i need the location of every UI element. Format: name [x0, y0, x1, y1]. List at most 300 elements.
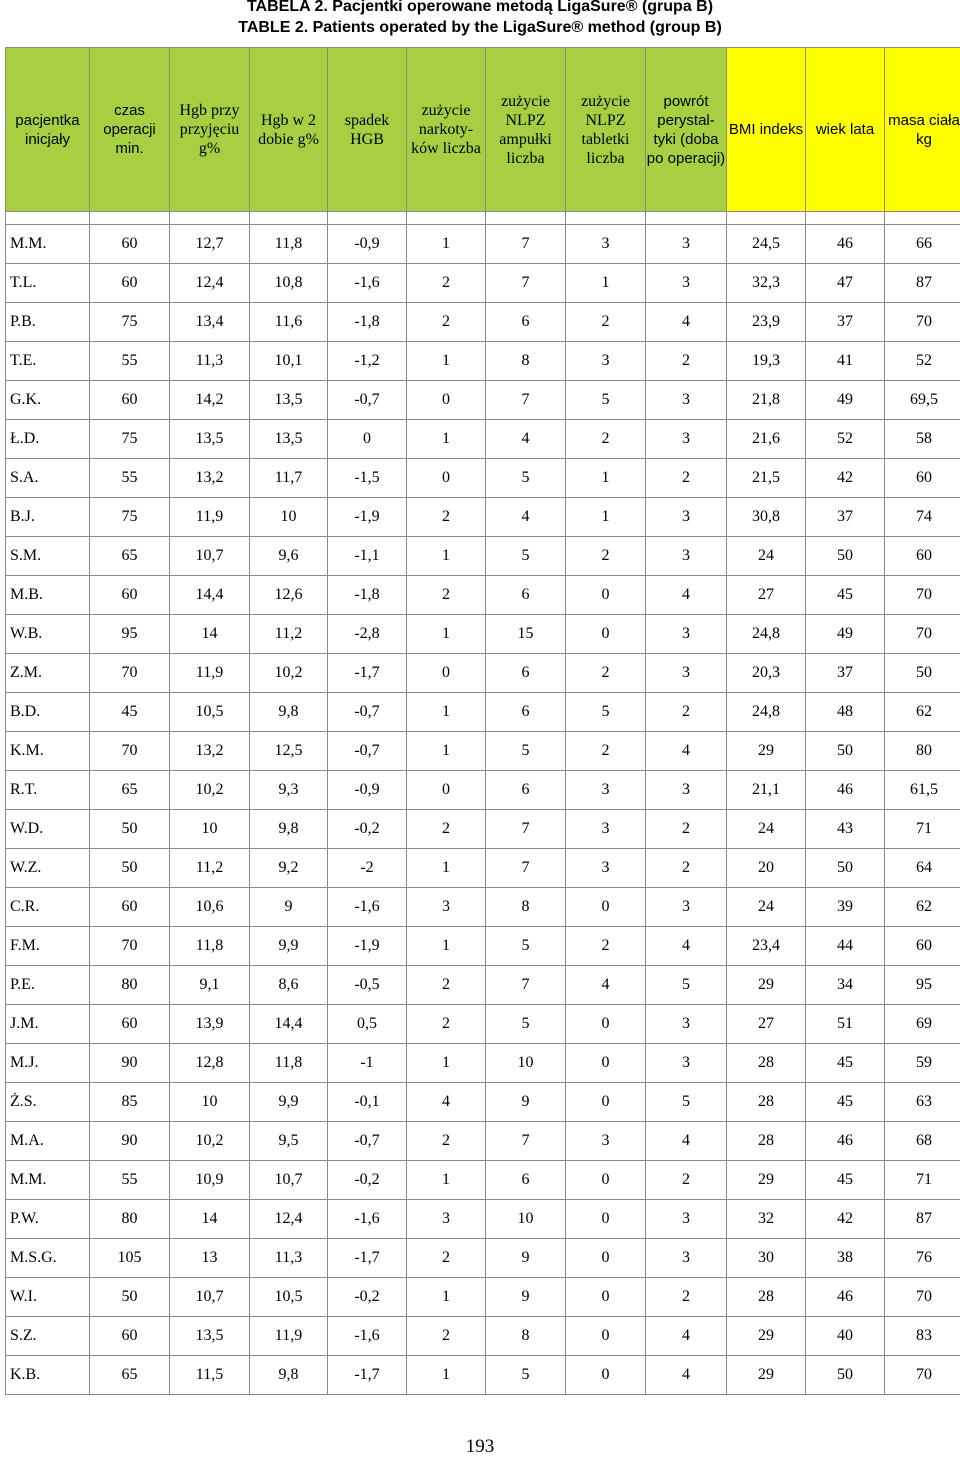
cell-operation-time: 50 — [90, 810, 170, 849]
cell-nsaid-tablets: 3 — [566, 810, 646, 849]
cell-body-mass: 74 — [885, 498, 960, 537]
cell-hgb-day-2: 9,6 — [250, 537, 328, 576]
cell-nsaid-ampoules: 7 — [486, 381, 566, 420]
cell-nsaid-tablets: 2 — [566, 927, 646, 966]
cell-age: 46 — [806, 225, 885, 264]
cell-hgb-day-2: 10,5 — [250, 1278, 328, 1317]
header-patient-initials: pacjentka inicjały — [6, 48, 90, 212]
cell-nsaid-ampoules: 6 — [486, 771, 566, 810]
cell-initials: P.E. — [6, 966, 90, 1005]
cell-operation-time: 80 — [90, 1200, 170, 1239]
table-row — [6, 303, 960, 342]
cell-body-mass: 60 — [885, 537, 960, 576]
cell-body-mass: 62 — [885, 693, 960, 732]
cell-nsaid-ampoules: 6 — [486, 693, 566, 732]
cell-hgb-admission: 11,9 — [170, 654, 250, 693]
cell-narcotics: 1 — [407, 927, 486, 966]
cell-bmi: 23,9 — [727, 303, 806, 342]
cell-peristalsis-day: 3 — [646, 1200, 727, 1239]
cell-nsaid-ampoules: 5 — [486, 927, 566, 966]
cell-hgb-day-2: 9 — [250, 888, 328, 927]
cell-hgb-admission: 10 — [170, 1083, 250, 1122]
cell-peristalsis-day: 2 — [646, 1278, 727, 1317]
table-row — [6, 888, 960, 927]
cell-hgb-drop: -1,7 — [328, 1356, 407, 1395]
cell-bmi: 29 — [727, 966, 806, 1005]
cell-nsaid-tablets: 1 — [566, 264, 646, 303]
cell-initials: Ż.S. — [6, 1083, 90, 1122]
cell-body-mass: 76 — [885, 1239, 960, 1278]
cell-age: 46 — [806, 771, 885, 810]
table-row — [6, 420, 960, 459]
cell-initials: T.L. — [6, 264, 90, 303]
cell-peristalsis-day: 4 — [646, 732, 727, 771]
cell-hgb-day-2: 12,6 — [250, 576, 328, 615]
cell-hgb-drop: -2 — [328, 849, 407, 888]
table-row — [6, 1317, 960, 1356]
table-row — [6, 342, 960, 381]
cell-operation-time: 75 — [90, 498, 170, 537]
table-row — [6, 225, 960, 264]
cell-hgb-day-2: 11,8 — [250, 1044, 328, 1083]
header-row — [6, 48, 960, 212]
cell-initials: S.A. — [6, 459, 90, 498]
cell-hgb-drop: -1,7 — [328, 1239, 407, 1278]
cell-nsaid-ampoules: 7 — [486, 225, 566, 264]
cell-nsaid-tablets: 0 — [566, 1239, 646, 1278]
cell-nsaid-ampoules: 5 — [486, 732, 566, 771]
cell-operation-time: 60 — [90, 225, 170, 264]
cell-nsaid-ampoules: 7 — [486, 966, 566, 1005]
cell-nsaid-tablets: 3 — [566, 342, 646, 381]
cell-narcotics: 2 — [407, 1239, 486, 1278]
cell-nsaid-tablets: 1 — [566, 498, 646, 537]
cell-age: 38 — [806, 1239, 885, 1278]
cell-narcotics: 1 — [407, 1278, 486, 1317]
cell-nsaid-ampoules: 15 — [486, 615, 566, 654]
cell-body-mass: 60 — [885, 927, 960, 966]
cell-peristalsis-day: 3 — [646, 225, 727, 264]
cell-bmi: 21,5 — [727, 459, 806, 498]
cell-hgb-day-2: 10,1 — [250, 342, 328, 381]
cell-body-mass: 63 — [885, 1083, 960, 1122]
cell-peristalsis-day: 3 — [646, 1239, 727, 1278]
table-row — [6, 771, 960, 810]
cell-age: 45 — [806, 1161, 885, 1200]
cell-age: 42 — [806, 1200, 885, 1239]
cell-nsaid-ampoules: 7 — [486, 264, 566, 303]
cell-hgb-drop: -1,9 — [328, 927, 407, 966]
header-narcotics-use: zużycie narkoty-ków liczba — [407, 48, 486, 212]
cell-nsaid-tablets: 5 — [566, 693, 646, 732]
cell-peristalsis-day: 3 — [646, 888, 727, 927]
table-row — [6, 615, 960, 654]
cell-operation-time: 60 — [90, 264, 170, 303]
cell-peristalsis-day: 4 — [646, 576, 727, 615]
cell-hgb-admission: 13,4 — [170, 303, 250, 342]
table-row — [6, 849, 960, 888]
cell-peristalsis-day: 3 — [646, 420, 727, 459]
table-row — [6, 576, 960, 615]
table-row — [6, 732, 960, 771]
cell-initials: M.B. — [6, 576, 90, 615]
cell-bmi: 29 — [727, 1161, 806, 1200]
cell-operation-time: 60 — [90, 888, 170, 927]
cell-hgb-admission: 10 — [170, 810, 250, 849]
cell-body-mass: 70 — [885, 1278, 960, 1317]
cell-peristalsis-day: 2 — [646, 849, 727, 888]
cell-age: 37 — [806, 303, 885, 342]
header-nsaid-tablets: zużycie NLPZ tabletki liczba — [566, 48, 646, 212]
cell-hgb-day-2: 13,5 — [250, 420, 328, 459]
cell-age: 41 — [806, 342, 885, 381]
cell-bmi: 21,1 — [727, 771, 806, 810]
cell-hgb-day-2: 9,8 — [250, 1356, 328, 1395]
cell-operation-time: 70 — [90, 732, 170, 771]
cell-nsaid-ampoules: 6 — [486, 303, 566, 342]
cell-initials: F.M. — [6, 927, 90, 966]
cell-peristalsis-day: 3 — [646, 1005, 727, 1044]
cell-hgb-day-2: 11,2 — [250, 615, 328, 654]
cell-narcotics: 2 — [407, 1005, 486, 1044]
cell-nsaid-tablets: 0 — [566, 1356, 646, 1395]
cell-bmi: 23,4 — [727, 927, 806, 966]
cell-operation-time: 80 — [90, 966, 170, 1005]
cell-body-mass: 52 — [885, 342, 960, 381]
cell-nsaid-tablets: 2 — [566, 303, 646, 342]
cell-narcotics: 0 — [407, 771, 486, 810]
cell-bmi: 24 — [727, 888, 806, 927]
cell-initials: W.B. — [6, 615, 90, 654]
cell-initials: Z.M. — [6, 654, 90, 693]
cell-hgb-day-2: 9,9 — [250, 927, 328, 966]
cell-body-mass: 62 — [885, 888, 960, 927]
cell-operation-time: 65 — [90, 537, 170, 576]
cell-hgb-drop: -0,9 — [328, 225, 407, 264]
cell-operation-time: 55 — [90, 342, 170, 381]
cell-hgb-admission: 10,9 — [170, 1161, 250, 1200]
cell-peristalsis-day: 5 — [646, 966, 727, 1005]
cell-nsaid-tablets: 0 — [566, 888, 646, 927]
cell-hgb-drop: -1,6 — [328, 1317, 407, 1356]
cell-bmi: 28 — [727, 1278, 806, 1317]
cell-bmi: 28 — [727, 1122, 806, 1161]
cell-nsaid-tablets: 2 — [566, 420, 646, 459]
cell-age: 52 — [806, 420, 885, 459]
cell-operation-time: 90 — [90, 1122, 170, 1161]
cell-age: 48 — [806, 693, 885, 732]
cell-age: 49 — [806, 615, 885, 654]
cell-hgb-drop: -0,2 — [328, 1161, 407, 1200]
cell-initials: M.A. — [6, 1122, 90, 1161]
cell-hgb-day-2: 11,8 — [250, 225, 328, 264]
cell-initials: P.W. — [6, 1200, 90, 1239]
cell-narcotics: 1 — [407, 342, 486, 381]
spacer-row — [6, 212, 960, 225]
cell-bmi: 30,8 — [727, 498, 806, 537]
cell-peristalsis-day: 2 — [646, 693, 727, 732]
cell-nsaid-ampoules: 6 — [486, 654, 566, 693]
patients-table — [5, 47, 960, 1395]
cell-initials: Ł.D. — [6, 420, 90, 459]
cell-body-mass: 59 — [885, 1044, 960, 1083]
cell-narcotics: 3 — [407, 888, 486, 927]
cell-initials: W.I. — [6, 1278, 90, 1317]
cell-hgb-day-2: 9,9 — [250, 1083, 328, 1122]
cell-hgb-admission: 14 — [170, 1200, 250, 1239]
cell-hgb-admission: 13,5 — [170, 420, 250, 459]
cell-hgb-day-2: 9,2 — [250, 849, 328, 888]
cell-nsaid-ampoules: 9 — [486, 1239, 566, 1278]
cell-operation-time: 70 — [90, 927, 170, 966]
cell-initials: B.J. — [6, 498, 90, 537]
table-title-polish: TABELA 2. Pacjentki operowane metodą LigaSure® (grupa B) — [246, 0, 714, 15]
cell-age: 50 — [806, 1356, 885, 1395]
cell-narcotics: 0 — [407, 459, 486, 498]
cell-hgb-drop: -1,9 — [328, 498, 407, 537]
cell-narcotics: 1 — [407, 225, 486, 264]
cell-hgb-admission: 14 — [170, 615, 250, 654]
cell-hgb-drop: -1,7 — [328, 654, 407, 693]
cell-bmi: 24,8 — [727, 615, 806, 654]
cell-narcotics: 2 — [407, 1317, 486, 1356]
cell-nsaid-tablets: 0 — [566, 1317, 646, 1356]
cell-narcotics: 1 — [407, 693, 486, 732]
cell-initials: W.D. — [6, 810, 90, 849]
cell-operation-time: 65 — [90, 1356, 170, 1395]
cell-operation-time: 65 — [90, 771, 170, 810]
cell-bmi: 29 — [727, 1356, 806, 1395]
cell-initials: P.B. — [6, 303, 90, 342]
cell-hgb-admission: 12,7 — [170, 225, 250, 264]
cell-body-mass: 64 — [885, 849, 960, 888]
table-row — [6, 381, 960, 420]
cell-age: 43 — [806, 810, 885, 849]
cell-hgb-day-2: 11,6 — [250, 303, 328, 342]
cell-hgb-drop: -0,9 — [328, 771, 407, 810]
cell-operation-time: 50 — [90, 1278, 170, 1317]
cell-hgb-drop: -0,1 — [328, 1083, 407, 1122]
cell-body-mass: 69,5 — [885, 381, 960, 420]
header-peristalsis-return: powrót perystal-tyki (doba po operacji) — [646, 48, 727, 212]
table-row — [6, 1200, 960, 1239]
cell-age: 47 — [806, 264, 885, 303]
cell-hgb-drop: -1,6 — [328, 264, 407, 303]
cell-hgb-drop: 0 — [328, 420, 407, 459]
cell-narcotics: 1 — [407, 1044, 486, 1083]
cell-initials: C.R. — [6, 888, 90, 927]
cell-nsaid-tablets: 3 — [566, 1122, 646, 1161]
cell-hgb-drop: -0,7 — [328, 1122, 407, 1161]
cell-hgb-admission: 11,2 — [170, 849, 250, 888]
cell-hgb-drop: -1,8 — [328, 576, 407, 615]
cell-initials: M.J. — [6, 1044, 90, 1083]
header-hgb-drop: spadek HGB — [328, 48, 407, 212]
cell-nsaid-tablets: 3 — [566, 849, 646, 888]
cell-hgb-drop: -1,6 — [328, 1200, 407, 1239]
cell-hgb-drop: -0,7 — [328, 381, 407, 420]
cell-hgb-drop: -0,7 — [328, 693, 407, 732]
cell-initials: S.Z. — [6, 1317, 90, 1356]
table-row — [6, 1122, 960, 1161]
cell-narcotics: 2 — [407, 264, 486, 303]
cell-hgb-admission: 11,5 — [170, 1356, 250, 1395]
cell-peristalsis-day: 4 — [646, 927, 727, 966]
cell-body-mass: 70 — [885, 576, 960, 615]
cell-nsaid-ampoules: 9 — [486, 1083, 566, 1122]
cell-age: 50 — [806, 732, 885, 771]
cell-hgb-day-2: 9,8 — [250, 693, 328, 732]
cell-hgb-admission: 14,4 — [170, 576, 250, 615]
cell-body-mass: 70 — [885, 1356, 960, 1395]
cell-bmi: 21,8 — [727, 381, 806, 420]
cell-peristalsis-day: 2 — [646, 342, 727, 381]
table-row — [6, 1161, 960, 1200]
cell-peristalsis-day: 5 — [646, 1083, 727, 1122]
header-hgb-day-2: Hgb w 2 dobie g% — [250, 48, 328, 212]
cell-nsaid-ampoules: 5 — [486, 459, 566, 498]
cell-age: 45 — [806, 1083, 885, 1122]
cell-nsaid-ampoules: 6 — [486, 1161, 566, 1200]
cell-hgb-day-2: 12,4 — [250, 1200, 328, 1239]
cell-bmi: 24,8 — [727, 693, 806, 732]
cell-hgb-day-2: 11,7 — [250, 459, 328, 498]
cell-hgb-drop: -0,7 — [328, 732, 407, 771]
cell-age: 46 — [806, 1122, 885, 1161]
cell-hgb-drop: -2,8 — [328, 615, 407, 654]
cell-body-mass: 58 — [885, 420, 960, 459]
cell-operation-time: 95 — [90, 615, 170, 654]
cell-peristalsis-day: 2 — [646, 810, 727, 849]
cell-nsaid-tablets: 3 — [566, 771, 646, 810]
cell-nsaid-tablets: 3 — [566, 225, 646, 264]
cell-peristalsis-day: 3 — [646, 537, 727, 576]
cell-initials: M.S.G. — [6, 1239, 90, 1278]
cell-hgb-drop: -1 — [328, 1044, 407, 1083]
cell-peristalsis-day: 3 — [646, 654, 727, 693]
cell-nsaid-tablets: 0 — [566, 1005, 646, 1044]
cell-body-mass: 69 — [885, 1005, 960, 1044]
cell-bmi: 24 — [727, 537, 806, 576]
cell-narcotics: 2 — [407, 498, 486, 537]
page-number: 193 — [465, 1436, 495, 1457]
cell-age: 44 — [806, 927, 885, 966]
cell-operation-time: 60 — [90, 1005, 170, 1044]
cell-nsaid-tablets: 2 — [566, 732, 646, 771]
cell-operation-time: 60 — [90, 381, 170, 420]
cell-nsaid-tablets: 2 — [566, 654, 646, 693]
cell-peristalsis-day: 2 — [646, 1161, 727, 1200]
cell-hgb-admission: 12,8 — [170, 1044, 250, 1083]
cell-peristalsis-day: 3 — [646, 1044, 727, 1083]
cell-operation-time: 75 — [90, 420, 170, 459]
cell-bmi: 19,3 — [727, 342, 806, 381]
cell-nsaid-ampoules: 5 — [486, 1356, 566, 1395]
header-bmi: BMI indeks — [727, 48, 806, 212]
cell-age: 40 — [806, 1317, 885, 1356]
header-body-mass: masa ciała kg — [885, 48, 960, 212]
cell-age: 42 — [806, 459, 885, 498]
cell-initials: W.Z. — [6, 849, 90, 888]
cell-nsaid-ampoules: 4 — [486, 498, 566, 537]
cell-hgb-drop: -1,6 — [328, 888, 407, 927]
cell-peristalsis-day: 2 — [646, 459, 727, 498]
cell-operation-time: 60 — [90, 576, 170, 615]
cell-age: 49 — [806, 381, 885, 420]
cell-hgb-drop: -0,2 — [328, 1278, 407, 1317]
cell-narcotics: 4 — [407, 1083, 486, 1122]
cell-nsaid-tablets: 0 — [566, 1044, 646, 1083]
cell-nsaid-tablets: 0 — [566, 1200, 646, 1239]
cell-body-mass: 70 — [885, 615, 960, 654]
cell-operation-time: 90 — [90, 1044, 170, 1083]
cell-age: 45 — [806, 576, 885, 615]
cell-operation-time: 85 — [90, 1083, 170, 1122]
cell-bmi: 20,3 — [727, 654, 806, 693]
cell-bmi: 28 — [727, 1044, 806, 1083]
cell-initials: J.M. — [6, 1005, 90, 1044]
cell-hgb-admission: 11,9 — [170, 498, 250, 537]
table-row — [6, 693, 960, 732]
cell-body-mass: 95 — [885, 966, 960, 1005]
cell-hgb-drop: -1,5 — [328, 459, 407, 498]
cell-hgb-drop: -0,2 — [328, 810, 407, 849]
cell-body-mass: 68 — [885, 1122, 960, 1161]
cell-peristalsis-day: 3 — [646, 498, 727, 537]
table-row — [6, 498, 960, 537]
table-row — [6, 459, 960, 498]
cell-nsaid-ampoules: 8 — [486, 888, 566, 927]
cell-hgb-day-2: 9,5 — [250, 1122, 328, 1161]
cell-hgb-day-2: 9,8 — [250, 810, 328, 849]
table-body — [6, 212, 960, 1395]
cell-body-mass: 66 — [885, 225, 960, 264]
cell-hgb-admission: 10,5 — [170, 693, 250, 732]
cell-age: 50 — [806, 537, 885, 576]
cell-bmi: 27 — [727, 576, 806, 615]
cell-operation-time: 50 — [90, 849, 170, 888]
cell-narcotics: 1 — [407, 1356, 486, 1395]
cell-nsaid-ampoules: 8 — [486, 342, 566, 381]
cell-narcotics: 2 — [407, 966, 486, 1005]
cell-age: 50 — [806, 849, 885, 888]
cell-body-mass: 80 — [885, 732, 960, 771]
cell-initials: G.K. — [6, 381, 90, 420]
cell-hgb-day-2: 12,5 — [250, 732, 328, 771]
cell-bmi: 24 — [727, 810, 806, 849]
cell-nsaid-ampoules: 8 — [486, 1317, 566, 1356]
cell-hgb-day-2: 10 — [250, 498, 328, 537]
cell-hgb-admission: 11,3 — [170, 342, 250, 381]
cell-narcotics: 3 — [407, 1200, 486, 1239]
header-hgb-admission: Hgb przy przyjęciu g% — [170, 48, 250, 212]
table-row — [6, 1044, 960, 1083]
cell-hgb-day-2: 11,9 — [250, 1317, 328, 1356]
table-title-english: TABLE 2. Patients operated by the LigaSure® method (group B) — [238, 19, 722, 36]
cell-operation-time: 75 — [90, 303, 170, 342]
header-age: wiek lata — [806, 48, 885, 212]
cell-hgb-admission: 10,7 — [170, 537, 250, 576]
header-operation-time: czas operacji min. — [90, 48, 170, 212]
table-row — [6, 927, 960, 966]
cell-hgb-admission: 10,2 — [170, 1122, 250, 1161]
cell-peristalsis-day: 4 — [646, 303, 727, 342]
cell-initials: R.T. — [6, 771, 90, 810]
cell-hgb-drop: 0,5 — [328, 1005, 407, 1044]
cell-age: 37 — [806, 654, 885, 693]
cell-operation-time: 105 — [90, 1239, 170, 1278]
cell-hgb-day-2: 14,4 — [250, 1005, 328, 1044]
